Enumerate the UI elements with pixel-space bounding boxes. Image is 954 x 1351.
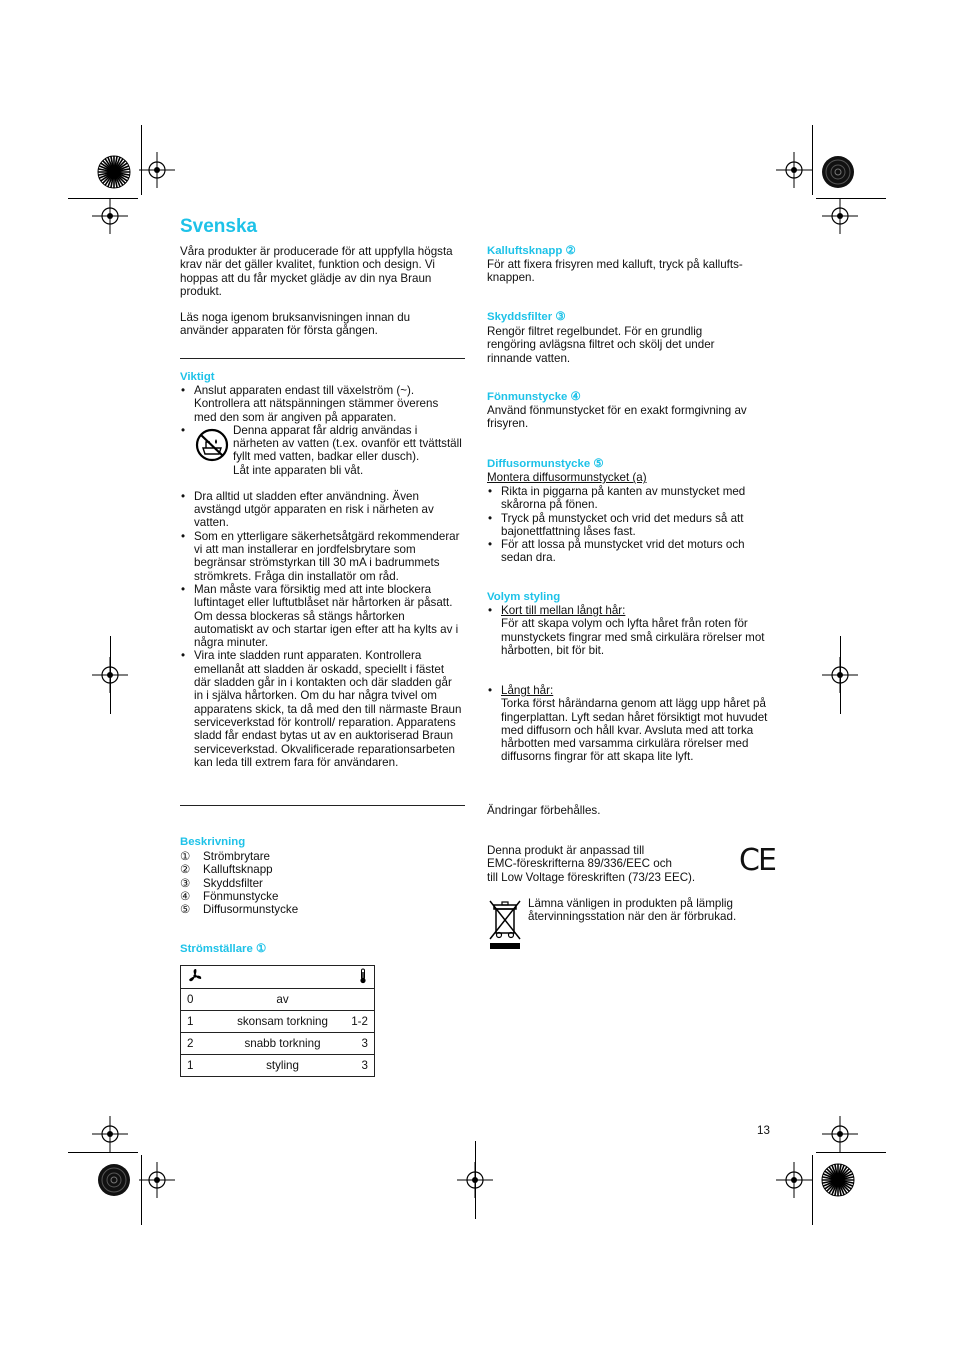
switch-position: 0 [181,989,223,1011]
item-number: ① [180,850,191,863]
list-item-text: Som en ytterligare säkerhetsåtgärd rekommenderar vi att man installerar en jordfelsbrytare som begränsar strömstyrkan till 30 mA i badrummets strömkrets. Fråga din installatör om råd. [194,529,460,583]
list-item [180,649,464,769]
item-number: ④ [180,889,191,903]
item-label: Skyddsfilter [203,876,263,890]
divider [180,358,465,359]
list-item [487,604,775,657]
filter-text: Rengör filtret regelbundet. För en grundlig rengöring avlägsna filtret och skölj det under rinnande vatten. [487,325,715,365]
page-title: Svenska [180,216,258,237]
list-item [180,424,464,490]
list-item-text: Anslut apparaten endast till växelström (~). Kontrollera att nätspänningen stämmer överens med den som är angiven på apparaten. [194,384,439,424]
list-item [487,684,775,764]
list-item [180,490,464,530]
list-item-text: Dra alltid ut sladden efter användning. Även avstängd utgör apparaten en risk i närheten av vatten. [194,489,434,530]
volume-heading: Volym styling [487,591,561,603]
item-number: ③ [180,876,191,890]
switch-table [180,965,375,1077]
item-label: Kalluftsknapp [203,863,273,877]
switch-label: av [223,989,342,1011]
description-list [180,850,440,916]
filter-heading: Skyddsfilter ③ [487,311,566,323]
switch-heat: 3 [342,1055,374,1077]
table-row [181,1011,374,1033]
description-item [180,903,440,916]
description-item [180,863,440,876]
list-item [180,583,464,649]
emc-line: EMC-föreskrifterna 89/336/EEC och [487,857,672,871]
list-item [180,384,464,424]
table-row [181,1033,374,1055]
description-item [180,877,440,890]
description-item [180,890,440,903]
volume-long-label: • Långt hår: [501,684,554,697]
item-label: Fönmunstycke [203,889,279,903]
switch-heading: Strömställare ① [180,943,267,955]
list-item-text: Vira inte sladden runt apparaten. Kontrollera emellanåt att sladden är oskadd, speciellt i fästet där sladden går in i kontakten och där sladden går in i själva hårtorken. Om du har några tvivel om apparatens skick, ta då med den till närmaste Braun serviceverkstad för kontroll/ reparation. Apparatens sladd får endast bytas ut av en auktoriserad Braun serviceverkstad. Okvalificerade reparationsarbeten kan leda till extrem fara för användaren. [194,649,462,769]
intro-paragraph: Våra produkter är producerade för att uppfylla högsta krav när det gäller kvalitet, funktion och design. Vi hoppas att du får mycket glädje av din nya Braun produkt. [180,245,453,298]
list-item-text: Man måste vara försiktig med att inte blockera luftintaget eller luftutblåset när hårtorken är påsatt. Om dessa blockeras så stängs hårtorken automatiskt av och startar igen efter att ha kylts av i några minuter. [194,582,459,650]
ce-mark-logo: CE [739,843,775,878]
volume-short-label: • Kort till mellan långt hår: [501,604,626,617]
warning-text: • Denna apparat får aldrig användas i närheten av vatten (t.ex. ovanför ett tvättställ fyllt med vatten, badkar eller dusch). [233,423,462,464]
emc-line: till Low Voltage föreskriften (73/23 EEC). [487,870,696,884]
warning-text: Låt inte apparaten bli våt. [233,463,364,477]
nozzle-text: Använd fönmunstycket för en exakt formgivning av frisyren. [487,404,747,431]
no-water-icon [194,428,230,465]
emc-notice [487,844,727,884]
switch-label: skonsam torkning [223,1011,342,1033]
cold-air-heading: Kalluftsknapp ② [487,245,576,257]
table-row [181,1055,374,1077]
switch-heat [342,989,374,1011]
table-header-row [181,966,374,989]
item-number: ⑤ [180,903,191,917]
description-item [180,850,440,863]
intro-paragraph-2: Läs noga igenom bruksanvisningen innan du använder apparaten för första gången. [180,311,411,338]
switch-position: 2 [181,1033,223,1055]
diffuser-list [487,485,774,565]
switch-heat: 1-2 [342,1011,374,1033]
important-heading: Viktigt [180,371,215,383]
list-item [180,530,464,583]
volume-long-text: Torka först hårändarna genom att lägg upp håret på fingerplattan. Lyft sedan håret försiktigt mot huvudet med diffusorn och håll kvar. Avsluta med att torka hårbotten med varsamma cirkulära rörelser med diffusorns fingrar för att skapa lite lyft. [501,697,768,764]
no-water-warning [194,424,464,477]
switch-heat: 3 [342,1033,374,1055]
fan-icon [181,966,342,989]
important-list [180,384,464,769]
nozzle-heading: Fönmunstycke ④ [487,391,581,403]
diffuser-heading: Diffusormunstycke ⑤ [487,458,604,470]
switch-position: 1 [181,1011,223,1033]
recycle-text: Lämna vänligen in produkten på lämplig återvinningsstation när den är förbrukad. [528,897,737,924]
thermometer-icon [342,966,374,989]
volume-short-text: För att skapa volym och lyfta håret från roten för munstyckets fingrar med små cirkulära rörelser mot hårbotten, bit för bit. [501,617,765,657]
divider [180,805,465,806]
switch-label: snabb torkning [223,1033,342,1055]
list-item: • För att lossa på munstycket vrid det moturs och sedan dra. [487,538,774,565]
diffuser-subheading: Montera diffusormunstycket (a) [487,471,647,484]
volume-list-2 [487,684,775,764]
switch-position: 1 [181,1055,223,1077]
page-number: 13 [757,1124,770,1137]
cold-air-text: För att fixera frisyren med kalluft, tryck på kalluftsknappen. [487,258,743,285]
item-label: Strömbrytare [203,850,271,863]
emc-line: Denna produkt är anpassad till [487,844,645,857]
volume-list [487,604,775,657]
table-row [181,989,374,1011]
list-item: • Tryck på munstycket och vrid det medurs så att bajonettfattning låses fast. [487,512,774,539]
crossed-bin-icon [488,899,522,956]
changes-note: Ändringar förbehålles. [487,804,601,817]
list-item: • Rikta in piggarna på kanten av munstycket med skårorna på fönen. [487,485,774,512]
item-label: Diffusormunstycke [203,903,299,917]
switch-label: styling [223,1055,342,1077]
description-heading: Beskrivning [180,836,246,848]
item-number: ② [180,863,191,877]
